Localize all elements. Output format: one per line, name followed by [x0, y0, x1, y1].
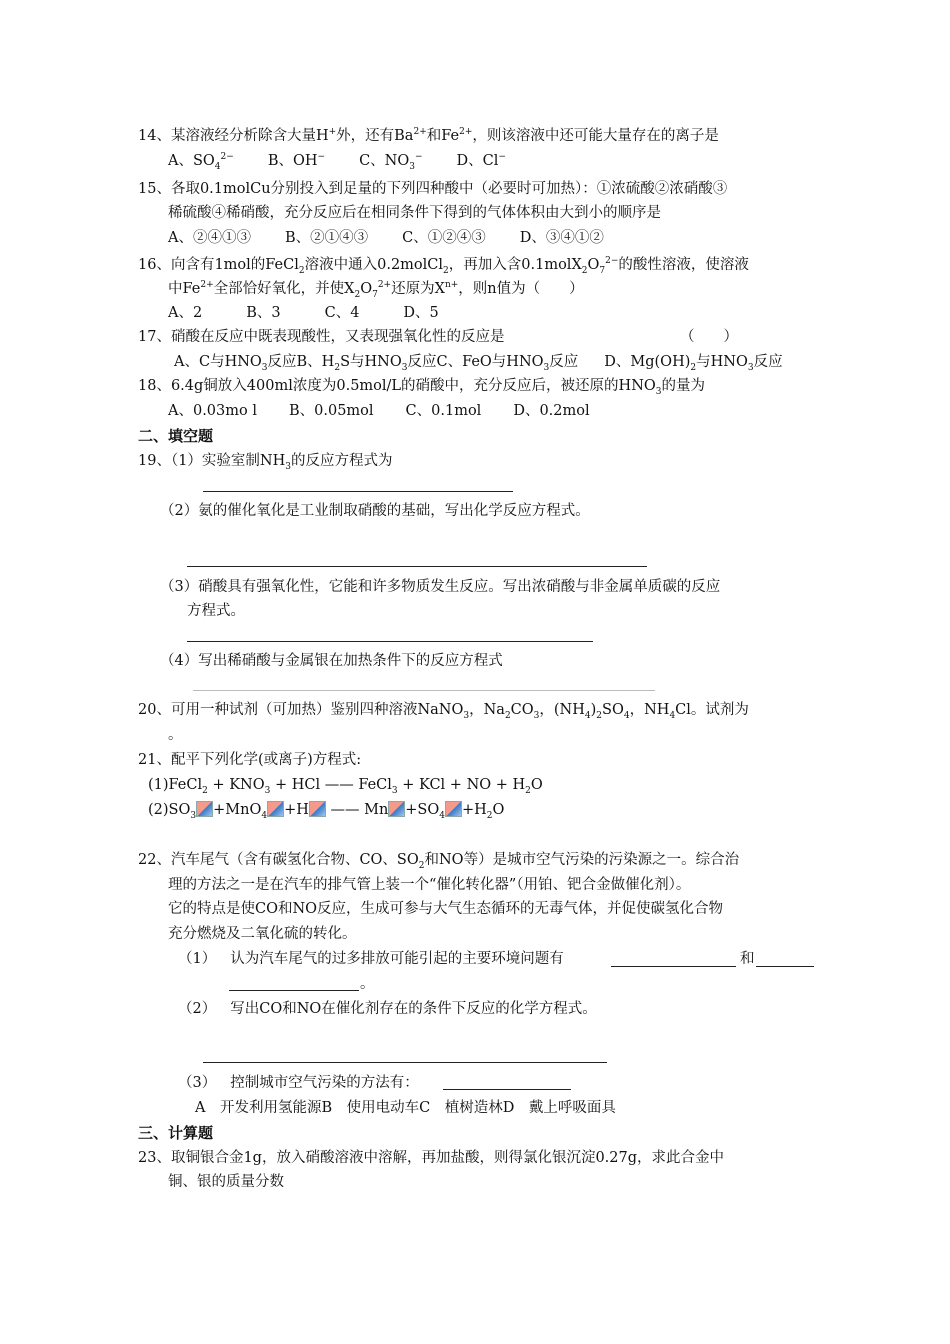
q22-stem-line1: 22、汽车尾气（含有碳氢化合物、CO、$SO_2$和NO等）是城市空气污染的污染源之一。综合治	[138, 852, 740, 871]
q17-stem: 17、硝酸在反应中既表现酸性，又表现强氧化性的反应是	[138, 329, 505, 345]
q19-part1: 19、（1）实验室制$NH_3$的反应方程式为	[138, 453, 393, 472]
q22-stem-line3: 它的特点是使CO和NO反应，生成可参与大气生态循环的无毒气体，并促使碳氢化合物	[168, 901, 724, 917]
q14-option-b: B、OH−	[267, 152, 326, 169]
q20-stem: 20、可用一种试剂（可加热）鉴别四种溶液NaNO$_3$，$Na_2CO_3$，$(NH_4)_2SO_4$，$NH_4Cl$。试剂为	[138, 702, 749, 721]
q16-option-b: B、3	[246, 305, 281, 321]
broken-image-icon	[388, 801, 405, 817]
q22-part1-answer-line-1[interactable]	[611, 966, 736, 967]
q15-stem-line2: 稀硫酸④稀硝酸，充分反应后在相同条件下得到的气体体积由大到小的顺序是	[168, 205, 661, 221]
q22-part1-end: 。	[360, 976, 375, 992]
q15-option-a: A、②④①③	[168, 230, 251, 246]
broken-image-icon	[309, 801, 326, 817]
q19-part4: （4）写出稀硝酸与金属银在加热条件下的反应方程式	[160, 653, 503, 669]
q22-part2-answer-line[interactable]	[203, 1062, 607, 1063]
q23-stem-line2: 铜、银的质量分数	[168, 1174, 284, 1190]
section-heading-fill-in: 二、填空题	[138, 427, 214, 445]
q21-stem: 21、配平下列化学(或离子)方程式:	[138, 752, 362, 768]
q20-end-mark: 。	[168, 727, 183, 743]
broken-image-icon	[445, 801, 462, 817]
q17-answer-paren: （ ）	[680, 329, 738, 345]
q19-part3-answer-line[interactable]	[187, 641, 593, 642]
q22-part1-and: 和	[740, 951, 755, 967]
q21-equation-2: $(2)SO_3 +MnO_4 +H$ —— $Mn +SO_4 +H_2O$	[148, 802, 505, 821]
q22-part1-answer-line-2a[interactable]	[756, 966, 814, 967]
q16-stem-line1: 16、向含有1mol的FeCl$_2$溶液中通入0.2molCl$_2$，再加入含$0.1molX_2O_7^{2-}$的酸性溶液，使溶液	[138, 256, 749, 276]
q22-stem-line4: 充分燃烧及二氧化硫的转化。	[168, 926, 357, 942]
q22-part1: （1） 认为汽车尾气的过多排放可能引起的主要环境问题有	[178, 951, 564, 967]
q19-part1-answer-line[interactable]	[203, 491, 513, 492]
q14-options	[168, 152, 506, 170]
q22-part3: （3） 控制城市空气污染的方法有：	[178, 1075, 419, 1091]
q16-stem-line2: 中$Fe^{2+}$全部恰好氧化，并使$X_2O_7^{2+}$还原为$X^{n+}$，则n值为（ ）	[168, 280, 584, 300]
q22-part1-answer-line-2b[interactable]	[229, 990, 359, 991]
q14-option-a: A、$SO_4^{2-}$	[168, 152, 234, 172]
q16-option-c: C、4	[324, 305, 360, 321]
q17-options: A、C与$HNO_3$反应B、$H_2S$与$HNO_3$反应C、FeO与$HNO_3$反应 D、$Mg(OH)_2$与$HNO_3$反应	[174, 354, 783, 373]
q16-option-d: D、5	[403, 305, 439, 321]
section-heading-calculation: 三、计算题	[138, 1124, 214, 1142]
q15-option-d: D、③④①②	[519, 230, 604, 246]
q18-option-d: D、0.2mol	[513, 403, 590, 419]
q16-option-a: A、2	[168, 305, 203, 321]
q19-part2: （2）氨的催化氧化是工业制取硝酸的基础，写出化学反应方程式。	[160, 503, 590, 519]
q14-option-d: D、Cl−	[456, 152, 506, 169]
q22-part3-options: A 开发利用氢能源B 使用电动车C 植树造林D 戴上呼吸面具	[195, 1100, 616, 1116]
q23-stem-line1: 23、取铜银合金1g，放入硝酸溶液中溶解，再加盐酸，则得氯化银沉淀0.27g，求此合金中	[138, 1150, 725, 1166]
q14-option-c: C、$NO_3^-$	[359, 152, 423, 172]
q15-options	[168, 229, 604, 247]
q22-stem-line2: 理的方法之一是在汽车的排气管上装一个“催化转化器”（用铂、钯合金做催化剂）。	[168, 877, 691, 893]
q18-option-c: C、0.1mol	[405, 403, 482, 419]
q15-option-b: B、②①④③	[284, 230, 369, 246]
q18-option-a: A、0.03mo l	[168, 403, 257, 419]
q18-options	[168, 402, 590, 420]
q16-options	[168, 304, 439, 322]
q19-part4-answer-line[interactable]	[193, 690, 655, 691]
q22-part2: （2） 写出CO和NO在催化剂存在的条件下反应的化学方程式。	[178, 1001, 597, 1017]
q15-stem-line1: 15、各取0.1molCu分别投入到足量的下列四种酸中（必要时可加热）：①浓硫酸②浓硝酸③	[138, 181, 728, 197]
q19-part2-answer-line[interactable]	[187, 566, 647, 567]
q19-part3-line1: （3）硝酸具有强氧化性，它能和许多物质发生反应。写出浓硝酸与非金属单质碳的反应	[160, 579, 721, 595]
q22-part3-answer-line[interactable]	[443, 1089, 571, 1090]
q15-option-c: C、①②④③	[402, 230, 486, 246]
q19-part3-line2: 方程式。	[187, 603, 245, 619]
q14-stem: 14、某溶液经分析除含大量H+外，还有$Ba^{2+}$和$Fe^{2+}$，则该溶液中还可能大量存在的离子是	[138, 127, 719, 144]
q18-option-b: B、0.05mol	[288, 403, 374, 419]
q21-equation-1: (1)FeCl$_2$ + $KNO_3$ + HCl —— FeCl$_3$ + KCl + NO + $H_2O$	[148, 777, 543, 796]
q18-stem: 18、6.4g铜放入400ml浓度为0.5mol/L的硝酸中，充分反应后，被还原的$HNO_3$的量为	[138, 378, 705, 397]
broken-image-icon	[267, 801, 284, 817]
broken-image-icon	[196, 801, 213, 817]
